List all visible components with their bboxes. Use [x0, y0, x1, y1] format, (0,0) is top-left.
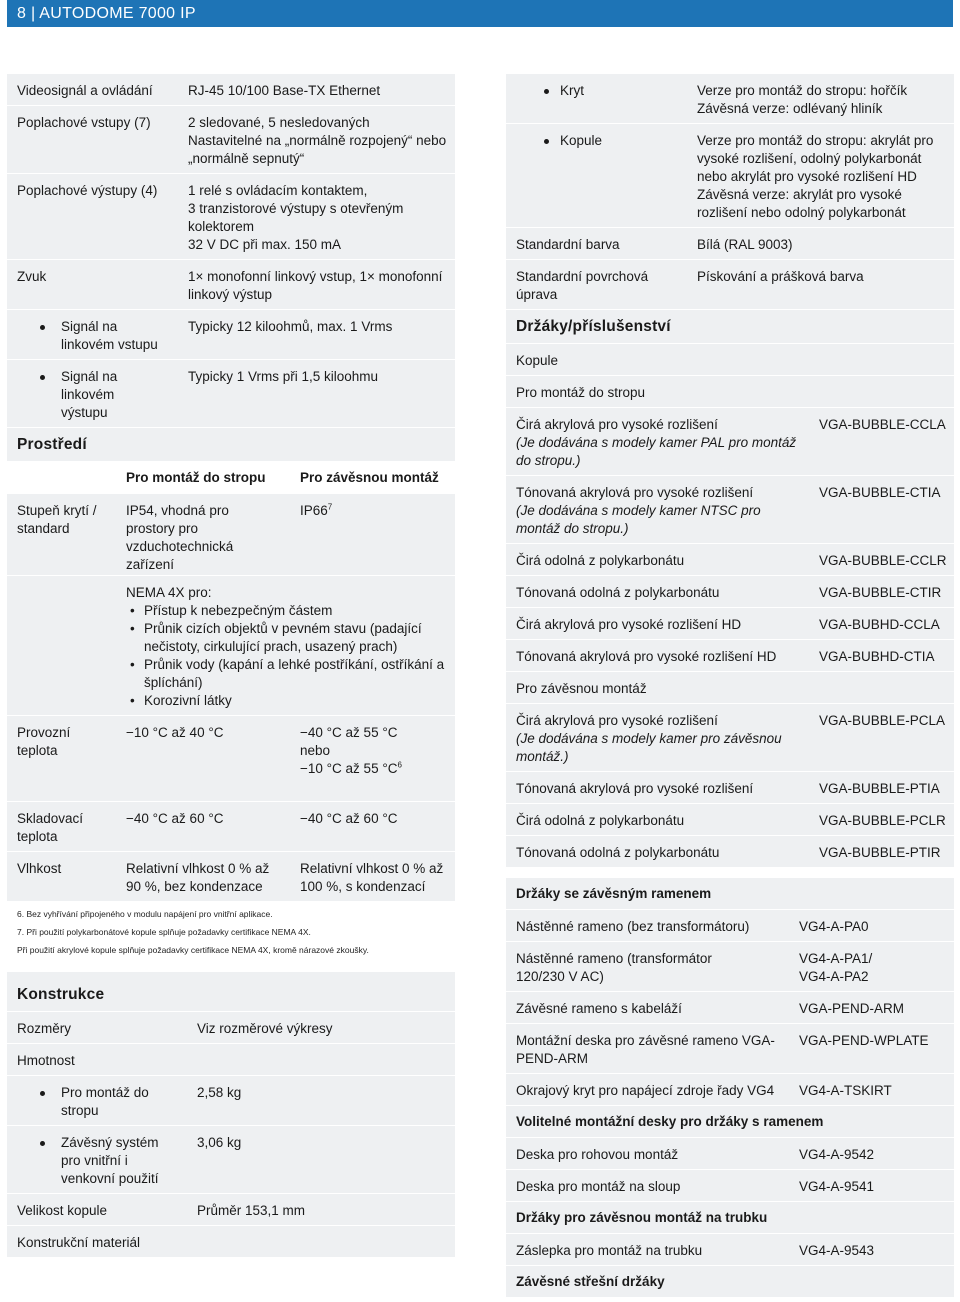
spec-label: Pro montáž do stropu [61, 1085, 149, 1118]
accessory-row [506, 1138, 954, 1170]
bullet-icon [40, 375, 45, 380]
accessory-row [506, 1074, 954, 1106]
subheading: Pro montáž do stropu [516, 385, 646, 400]
accessory-code: VGA-BUBBLE-CCLR [819, 553, 947, 568]
right-column [506, 74, 954, 1298]
accessory-code: VGA-BUBHD-CTIA [819, 649, 935, 664]
accessory-name: Tónovaná akrylová pro vysoké rozlišení HD [516, 649, 777, 664]
spec-label: Videosignál a ovládání [17, 83, 153, 98]
nema-list [126, 602, 451, 710]
accessory-row [506, 544, 954, 576]
spec-value: Verze pro montáž do stropu: hořčík Závěsná verze: odlévaný hliník [697, 83, 908, 116]
spec-label: Signál na linkovém vstupu [61, 319, 158, 352]
subheading-pipe-mounts [506, 1202, 954, 1234]
spec-label: Signál na linkovém výstupu [61, 369, 118, 420]
spec-label: Stupeň krytí / standard [17, 503, 97, 536]
section-heading: Držáky/příslušenství [516, 318, 671, 335]
accessory-row [506, 576, 954, 608]
spec-row-color [506, 228, 954, 260]
subheading-pendant [506, 672, 954, 704]
accessory-name: Tónovaná odolná z polykarbonátu [516, 845, 720, 860]
accessory-code: VGA-PEND-ARM [799, 1001, 905, 1016]
spec-value-pendant: −40 °C až 55 °C nebo −10 °C až 55 $^\circ C^6$ [300, 725, 402, 776]
spec-value-ceiling: IP54, vhodná pro prostory pro vzduchotechnická zařízení [126, 503, 234, 572]
bullet-icon [40, 1141, 45, 1146]
footnotes [7, 902, 455, 972]
spec-label: Kryt [560, 83, 585, 98]
nema-item: • Průnik cizích objektů v pevném stavu (padající nečistoty, cirkulující prach, usazený prach) [126, 620, 451, 656]
section-environment [7, 428, 455, 462]
bullet-icon [40, 325, 45, 330]
accessory-name: Tónovaná akrylová pro vysoké rozlišení (Je dodávána s modely kamer NTSC pro montáž do stropu.) [516, 485, 761, 536]
accessory-name: Deska pro rohovou montáž [516, 1147, 679, 1162]
accessory-row [506, 836, 954, 868]
accessory-row [506, 1234, 954, 1266]
accessory-name: Tónovaná odolná z polykarbonátu [516, 585, 720, 600]
page-header-title: 8 | AUTODOME 7000 IP [17, 5, 196, 22]
nema-block [126, 584, 451, 710]
accessory-row [506, 408, 954, 476]
spec-label: Provozní teplota [17, 725, 71, 758]
spec-row-video [7, 74, 455, 106]
spec-row-weight-pendant [7, 1126, 455, 1194]
accessory-row [506, 772, 954, 804]
accessory-code: VGA-PEND-WPLATE [799, 1033, 929, 1048]
accessory-row [506, 476, 954, 544]
subheading: Závěsné střešní držáky [516, 1274, 665, 1289]
accessory-name: Deska pro montáž na sloup [516, 1179, 681, 1194]
footnote: Při použití akrylové kopule splňuje požadavky certifikace NEMA 4X, kromě nárazové zkoušky. [17, 945, 369, 955]
spec-label: Závěsný systém pro vnitřní i venkovní použití [61, 1135, 159, 1186]
spec-value: Viz rozměrové výkresy [197, 1021, 333, 1036]
footnote: 7. Při použití polykarbonátové kopule splňuje požadavky certifikace NEMA 4X. [17, 927, 311, 937]
spec-row-audio-output [7, 360, 455, 428]
nema-item: • Průnik vody (kapání a lehké postříkání, ostříkání a šplíchání) [126, 656, 451, 692]
spec-row-dimensions [7, 1012, 455, 1044]
accessory-code: VG4-A-9542 [799, 1147, 875, 1162]
spec-row-weight-ceiling [7, 1076, 455, 1126]
spec-value: Typicky 1 Vrms při 1,5 kiloohmu [188, 369, 379, 384]
spec-value: 3,06 kg [197, 1135, 242, 1150]
accessory-code: VG4-A-9543 [799, 1243, 875, 1258]
accessory-row [506, 910, 954, 942]
subheading: Kopule [516, 353, 559, 368]
spec-value: Pískování a prášková barva [697, 269, 864, 284]
spec-value-ceiling: −40 °C až 60 °C [126, 811, 224, 826]
spec-label: Vlhkost [17, 861, 62, 876]
accessory-code: VGA-BUBBLE-PTIA [819, 781, 940, 796]
spec-row-operating-temp [7, 716, 455, 802]
accessory-name: Čirá akrylová pro vysoké rozlišení HD [516, 617, 742, 632]
subheading: Volitelné montážní desky pro držáky s ramenem [516, 1114, 824, 1129]
accessory-row [506, 1024, 954, 1074]
accessory-name: Čirá akrylová pro vysoké rozlišení (Je dodávána s modely kamer pro závěsnou montáž.) [516, 713, 782, 764]
spec-value-pendant: $IP66^7$ [300, 502, 333, 518]
spec-label: Zvuk [17, 269, 47, 284]
subheading-ceiling [506, 376, 954, 408]
subheading-roof-mounts [506, 1266, 954, 1298]
spec-value: 1 relé s ovládacím kontaktem, 3 tranzistorové výstupy s otevřeným kolektorem 32 V DC při max. 150 mA [188, 183, 404, 252]
subheading: Držáky se závěsným ramenem [516, 886, 712, 901]
spec-value: 2,58 kg [197, 1085, 242, 1100]
spec-row-ip [7, 494, 455, 576]
page-header [7, 0, 953, 27]
accessory-code: VGA-BUBBLE-CCLA [819, 417, 946, 432]
accessory-name: Nástěnné rameno (transformátor 120/230 V AC) [516, 951, 712, 984]
accessory-code: VGA-BUBBLE-PCLA [819, 713, 946, 728]
column-header-ceiling: Pro montáž do stropu [126, 470, 266, 485]
section-heading: Prostředí [17, 436, 87, 453]
spec-value: Bílá (RAL 9003) [697, 237, 793, 252]
env-column-headers [7, 462, 455, 494]
accessory-row [506, 704, 954, 772]
spec-row-alarm-inputs [7, 106, 455, 174]
accessory-code: VGA-BUBBLE-CTIR [819, 585, 942, 600]
accessory-name: Nástěnné rameno (bez transformátoru) [516, 919, 750, 934]
spec-label: Velikost kopule [17, 1203, 108, 1218]
accessory-row [506, 608, 954, 640]
accessory-code: VGA-BUBBLE-PCLR [819, 813, 946, 828]
accessory-name: Montážní deska pro závěsné rameno VGA-PEND-ARM [516, 1033, 775, 1066]
spec-row-audio [7, 260, 455, 310]
spec-row-housing [506, 74, 954, 124]
accessory-code: VGA-BUBBLE-CTIA [819, 485, 941, 500]
spec-row-material [7, 1226, 455, 1258]
subheading: Držáky pro závěsnou montáž na trubku [516, 1210, 768, 1225]
bullet-icon [40, 1091, 45, 1096]
spec-label: Poplachové výstupy (4) [17, 183, 158, 198]
accessory-name: Tónovaná akrylová pro vysoké rozlišení [516, 781, 754, 796]
footnote: 6. Bez vyhřívání připojeného v modulu napájení pro vnitřní aplikace. [17, 909, 273, 919]
accessory-row [506, 804, 954, 836]
accessory-code: VG4-A-TSKIRT [799, 1083, 892, 1098]
spec-label: Konstrukční materiál [17, 1235, 141, 1250]
accessory-code: VGA-BUBHD-CCLA [819, 617, 940, 632]
spec-label: Rozměry [17, 1021, 72, 1036]
accessory-code: VG4-A-9541 [799, 1179, 875, 1194]
accessory-row [506, 1170, 954, 1202]
spec-label: Standardní povrchová úprava [516, 269, 649, 302]
spec-row-alarm-outputs [7, 174, 455, 260]
spec-row-bubble [506, 124, 954, 228]
spec-value: 1× monofonní linkový vstup, 1× monofonní linkový výstup [188, 269, 443, 302]
section-construction [7, 972, 455, 1012]
spec-value: Průměr 153,1 mm [197, 1203, 306, 1218]
accessory-name: Čirá odolná z polykarbonátu [516, 553, 685, 568]
spec-value-ceiling: −10 °C až 40 °C [126, 725, 224, 740]
spec-label: Skladovací teplota [17, 811, 84, 844]
spec-value-ceiling: Relativní vlhkost 0 % až 90 %, bez kondenzace [126, 861, 270, 894]
section-heading: Konstrukce [17, 986, 105, 1003]
accessory-code: VG4-A-PA1/ VG4-A-PA2 [799, 951, 873, 984]
bullet-icon [544, 139, 549, 144]
spec-row-weight [7, 1044, 455, 1076]
accessory-name: Závěsné rameno s kabeláží [516, 1001, 682, 1016]
subheading: Pro závěsnou montáž [516, 681, 647, 696]
accessory-name: Okrajový kryt pro napájecí zdroje řady VG4 [516, 1083, 775, 1098]
spec-label: Kopule [560, 133, 603, 148]
section-accessories [506, 310, 954, 344]
nema-intro: NEMA 4X pro: [126, 585, 212, 600]
spec-row-audio-input [7, 310, 455, 360]
accessory-row [506, 942, 954, 992]
accessory-row [506, 992, 954, 1024]
accessory-name: Čirá odolná z polykarbonátu [516, 813, 685, 828]
nema-item: • Korozivní látky [126, 692, 451, 710]
spec-row-dome-size [7, 1194, 455, 1226]
spec-value: RJ-45 10/100 Base-TX Ethernet [188, 83, 381, 98]
subheading-arm-mounts [506, 878, 954, 910]
spec-value: 2 sledované, 5 nesledovaných Nastavitelné na „normálně rozpojený“ nebo „normálně sepnutý“ [188, 115, 447, 166]
spacer [506, 868, 954, 878]
spec-value-pendant: −40 °C až 60 °C [300, 811, 398, 826]
accessory-name: Záslepka pro montáž na trubku [516, 1243, 703, 1258]
left-column [7, 74, 455, 1258]
spec-row-finish [506, 260, 954, 310]
nema-item: • Přístup k nebezpečným částem [126, 602, 451, 620]
spec-row-humidity [7, 852, 455, 902]
bullet-icon [544, 89, 549, 94]
spec-value-pendant: Relativní vlhkost 0 % až 100 %, s kondenzací [300, 861, 444, 894]
spec-value: Typicky 12 kiloohmů, max. 1 Vrms [188, 319, 393, 334]
spec-row-nema [7, 576, 455, 716]
spec-label: Standardní barva [516, 237, 620, 252]
accessory-code: VGA-BUBBLE-PTIR [819, 845, 941, 860]
subheading-bubble [506, 344, 954, 376]
spec-value: Verze pro montáž do stropu: akrylát pro vysoké rozlišení, odolný polykarbonát nebo akrylát pro vysoké rozlišení HD Závěsná verze: akrylát pro vysoké rozlišení nebo odolný polykarbonát [697, 133, 934, 220]
accessory-row [506, 640, 954, 672]
spec-label: Hmotnost [17, 1053, 75, 1068]
spec-label: Poplachové vstupy (7) [17, 115, 151, 130]
column-header-pendant: Pro závěsnou montáž [300, 470, 439, 485]
subheading-optional-plates [506, 1106, 954, 1138]
spec-row-storage-temp [7, 802, 455, 852]
accessory-code: VG4-A-PA0 [799, 919, 869, 934]
accessory-name: Čirá akrylová pro vysoké rozlišení (Je dodávána s modely kamer PAL pro montáž do stropu.) [516, 417, 797, 468]
